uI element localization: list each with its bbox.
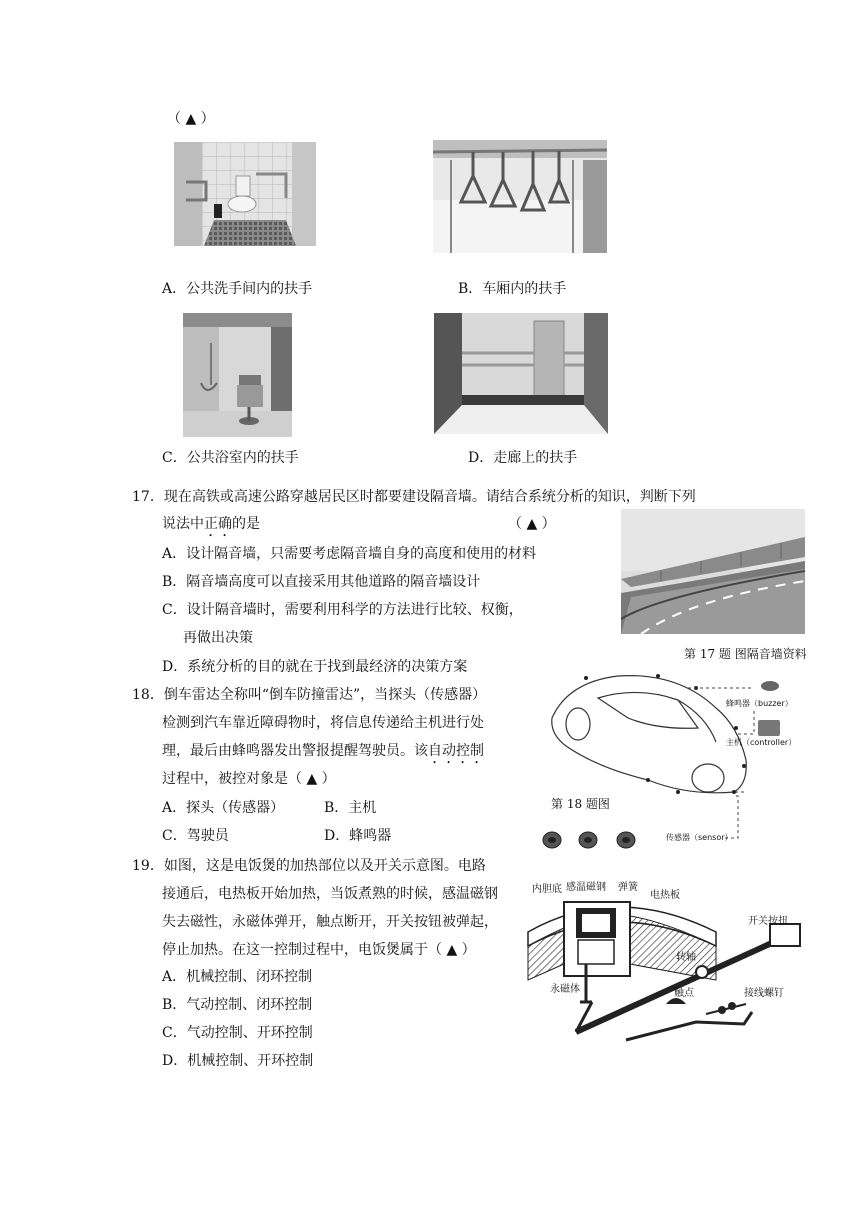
q17-answer-mark: （ ▲ ） (508, 516, 556, 532)
q18-option-b: B．主机 (324, 800, 377, 816)
q19-stem-line1: 19．如图，这是电饭煲的加热部位以及开关示意图。电路 (132, 858, 486, 874)
q17-option-b: B．隔音墙高度可以直接采用其他道路的隔音墙设计 (162, 574, 481, 590)
q19-option-c: C．气动控制、开环控制 (162, 1025, 313, 1041)
q19-option-d: D．机械控制、开环控制 (162, 1053, 314, 1069)
q18-stem-line3: 理，最后由蜂鸣器发出警报提醒驾驶员。该自动控制 (162, 743, 484, 759)
q16-option-b: B．车厢内的扶手 (458, 281, 567, 297)
q18-option-c: C．驾驶员 (162, 828, 229, 844)
spring-label: 弹簧 (618, 882, 638, 893)
controller-label: 主机（controller） (726, 738, 797, 747)
q19-stem-line2: 接通后，电热板开始加热，当饭煮熟的时候，感温磁钢 (162, 886, 498, 902)
inner-pot-label: 内胆底 (532, 884, 562, 895)
heating-plate-label: 电热板 (650, 890, 680, 901)
terminal-screw-label: 接线螺钉 (744, 988, 784, 999)
q18-stem-line2: 检测到汽车靠近障碍物时，将信息传递给主机进行处 (162, 715, 484, 731)
q19-option-b: B．气动控制、闭环控制 (162, 997, 313, 1013)
q16-option-a: A．公共洗手间内的扶手 (162, 281, 313, 297)
q17-option-c-cont: 再做出决策 (183, 630, 253, 646)
washroom-handrail-photo (174, 142, 316, 246)
parking-radar-diagram (538, 668, 806, 858)
q16-option-d: D．走廊上的扶手 (468, 450, 578, 466)
q16-option-c: C．公共浴室内的扶手 (162, 450, 299, 466)
carriage-handrail-photo (433, 140, 607, 253)
q17-option-a: A．设计隔音墙，只需要考虑隔音墙自身的高度和使用的材料 (162, 546, 537, 562)
shower-handrail-photo (183, 313, 292, 437)
q18-figure-caption: 第 18 题图 (551, 797, 610, 811)
sensor-label: 传感器（sensor） (666, 833, 733, 842)
q18-stem-line4: 过程中，被控对象是（ ▲ ） (162, 771, 336, 787)
q18-option-a: A．探头（传感器） (162, 800, 285, 816)
q17-option-d: D．系统分析的目的就在于找到最经济的决策方案 (162, 659, 468, 675)
switch-button-label: 开关按扭 (748, 916, 788, 927)
corridor-handrail-photo (434, 313, 608, 434)
contact-label: 触点 (674, 988, 694, 999)
q19-stem-line4: 停止加热。在这一控制过程中，电饭煲属于（ ▲ ） (162, 942, 476, 958)
answer-mark: （ ▲ ） (167, 111, 215, 127)
q18-stem-line1: 18．倒车雷达全称叫“倒车防撞雷达”，当探头（传感器） (132, 687, 487, 703)
buzzer-label: 蜂鸣器（buzzer） (726, 699, 793, 708)
q17-option-c: C．设计隔音墙时，需要利用科学的方法进行比较、权衡， (162, 602, 523, 618)
q18-option-d: D．蜂鸣器 (324, 828, 392, 844)
q17-stem-line1: 17．现在高铁或高速公路穿越居民区时都要建设隔音墙。请结合系统分析的知识，判断下列 (132, 489, 696, 505)
rice-cooker-switch-diagram (526, 872, 808, 1048)
q19-stem-line3: 失去磁性，永磁体弹开，触点断开，开关按钮被弹起， (162, 914, 498, 930)
q19-option-a: A．机械控制、闭环控制 (162, 969, 313, 985)
shaft-label: 转轴 (676, 952, 696, 963)
temp-magnet-label: 感温磁钢 (566, 882, 606, 893)
q17-figure-caption: 第 17 题 图隔音墙资料 (684, 647, 807, 661)
permanent-magnet-label: 永磁体 (550, 984, 580, 995)
q17-stem-line2: 说法中正确的是 (162, 516, 260, 532)
sound-barrier-photo (621, 509, 805, 634)
